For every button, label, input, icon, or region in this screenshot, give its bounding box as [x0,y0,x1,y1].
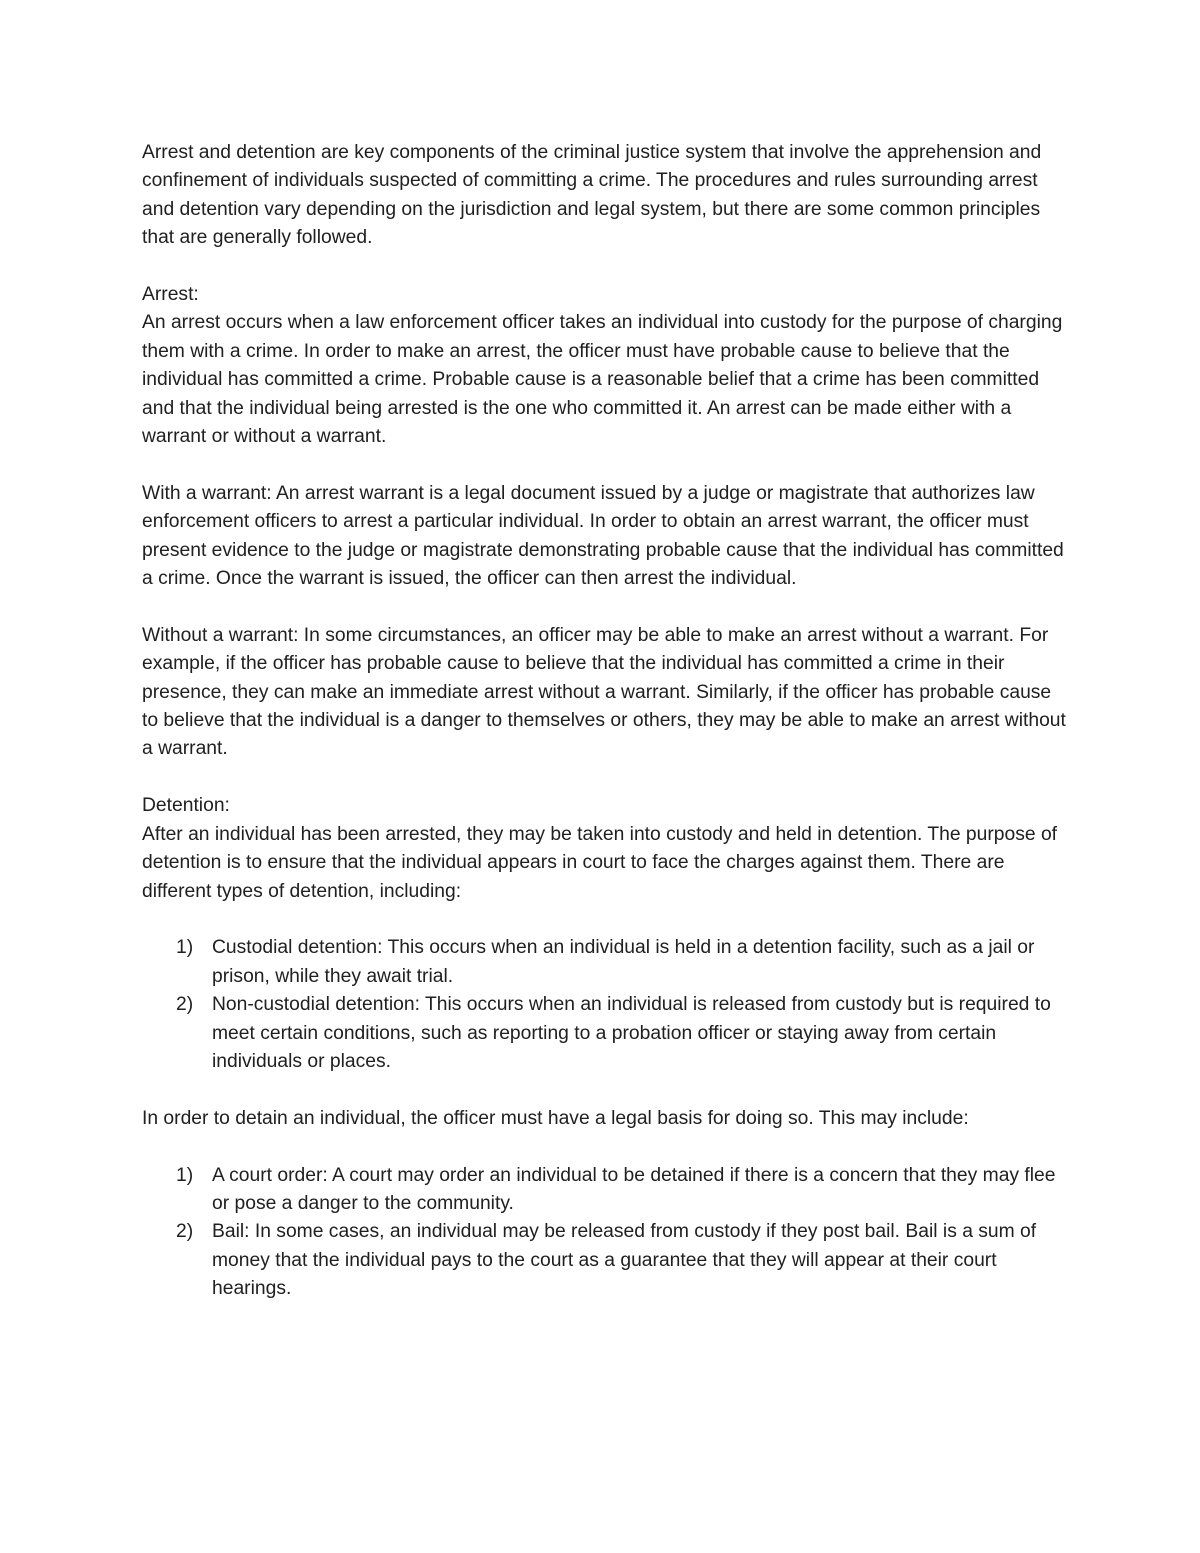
arrest-paragraph: An arrest occurs when a law enforcement officer takes an individual into custody for the purpose of charging them with a crime. In order to make an arrest, the officer must have probable cause to believe that the individual has committed a crime. Probable cause is a reasonable belief that a crime has been committed and that the individual being arrested is the one who committed it. An arrest can be made either with a warrant or without a warrant. [142,312,1063,448]
legal-basis-paragraph: In order to detain an individual, the officer must have a legal basis for doing so. This may include: [142,1107,969,1129]
arrest-heading: Arrest: [142,284,199,306]
list-item [142,991,1072,1076]
list-item [142,1162,1072,1219]
spacer [142,451,1072,479]
document-page [142,139,1072,1304]
spacer [142,593,1072,621]
list-item-text: A court order: A court may order an individual to be detained if there is a concern that they may flee or pose a danger to the community. [212,1164,1056,1214]
list-item [142,934,1072,991]
list-item-text: Custodial detention: This occurs when an individual is held in a detention facility, such as a jail or prison, while they await trial. [212,937,1035,987]
spacer [142,764,1072,792]
detention-heading: Detention: [142,795,230,817]
list-item [142,1218,1072,1303]
list-item-number: 1) [176,937,194,959]
intro-paragraph: Arrest and detention are key components of the criminal justice system that involve the apprehension and confinement of individuals suspected of committing a crime. The procedures and rules surrounding arrest and detention vary depending on the jurisdiction and legal system, but there are some common principles that are generally followed. [142,142,1042,249]
list-item-text: Bail: In some cases, an individual may be released from custody if they post bail. Bail is a sum of money that the individual pays to the court as a guarantee that they will appear at their court hearings. [212,1221,1037,1300]
list-item-number: 1) [176,1164,194,1186]
detention-paragraph: After an individual has been arrested, they may be taken into custody and held in detention. The purpose of detention is to ensure that the individual appears in court to face the charges against them. There are different types of detention, including: [142,823,1058,902]
with-warrant-paragraph: With a warrant: An arrest warrant is a legal document issued by a judge or magistrate that authorizes law enforcement officers to arrest a particular individual. In order to obtain an arrest warrant, the officer must present evidence to the judge or magistrate demonstrating probable cause that the individual has committed a crime. Once the warrant is issued, the officer can then arrest the individual. [142,482,1064,590]
spacer [142,1076,1072,1104]
list-item-number: 2) [176,1221,194,1243]
spacer [142,906,1072,934]
without-warrant-paragraph: Without a warrant: In some circumstances, an officer may be able to make an arrest without a warrant. For example, if the officer has probable cause to believe that the individual has committed a crime in their presence, they can make an immediate arrest without a warrant. Similarly, if the officer has probable cause to believe that the individual is a danger to themselves or others, they may be able to make an arrest without a warrant. [142,624,1066,760]
legal-basis-list [142,1162,1072,1304]
spacer [142,1133,1072,1161]
list-item-number: 2) [176,994,194,1016]
detention-types-list [142,934,1072,1076]
spacer [142,253,1072,281]
list-item-text: Non-custodial detention: This occurs when an individual is released from custody but is required to meet certain conditions, such as reporting to a probation officer or staying away from certain individuals or places. [212,994,1051,1072]
